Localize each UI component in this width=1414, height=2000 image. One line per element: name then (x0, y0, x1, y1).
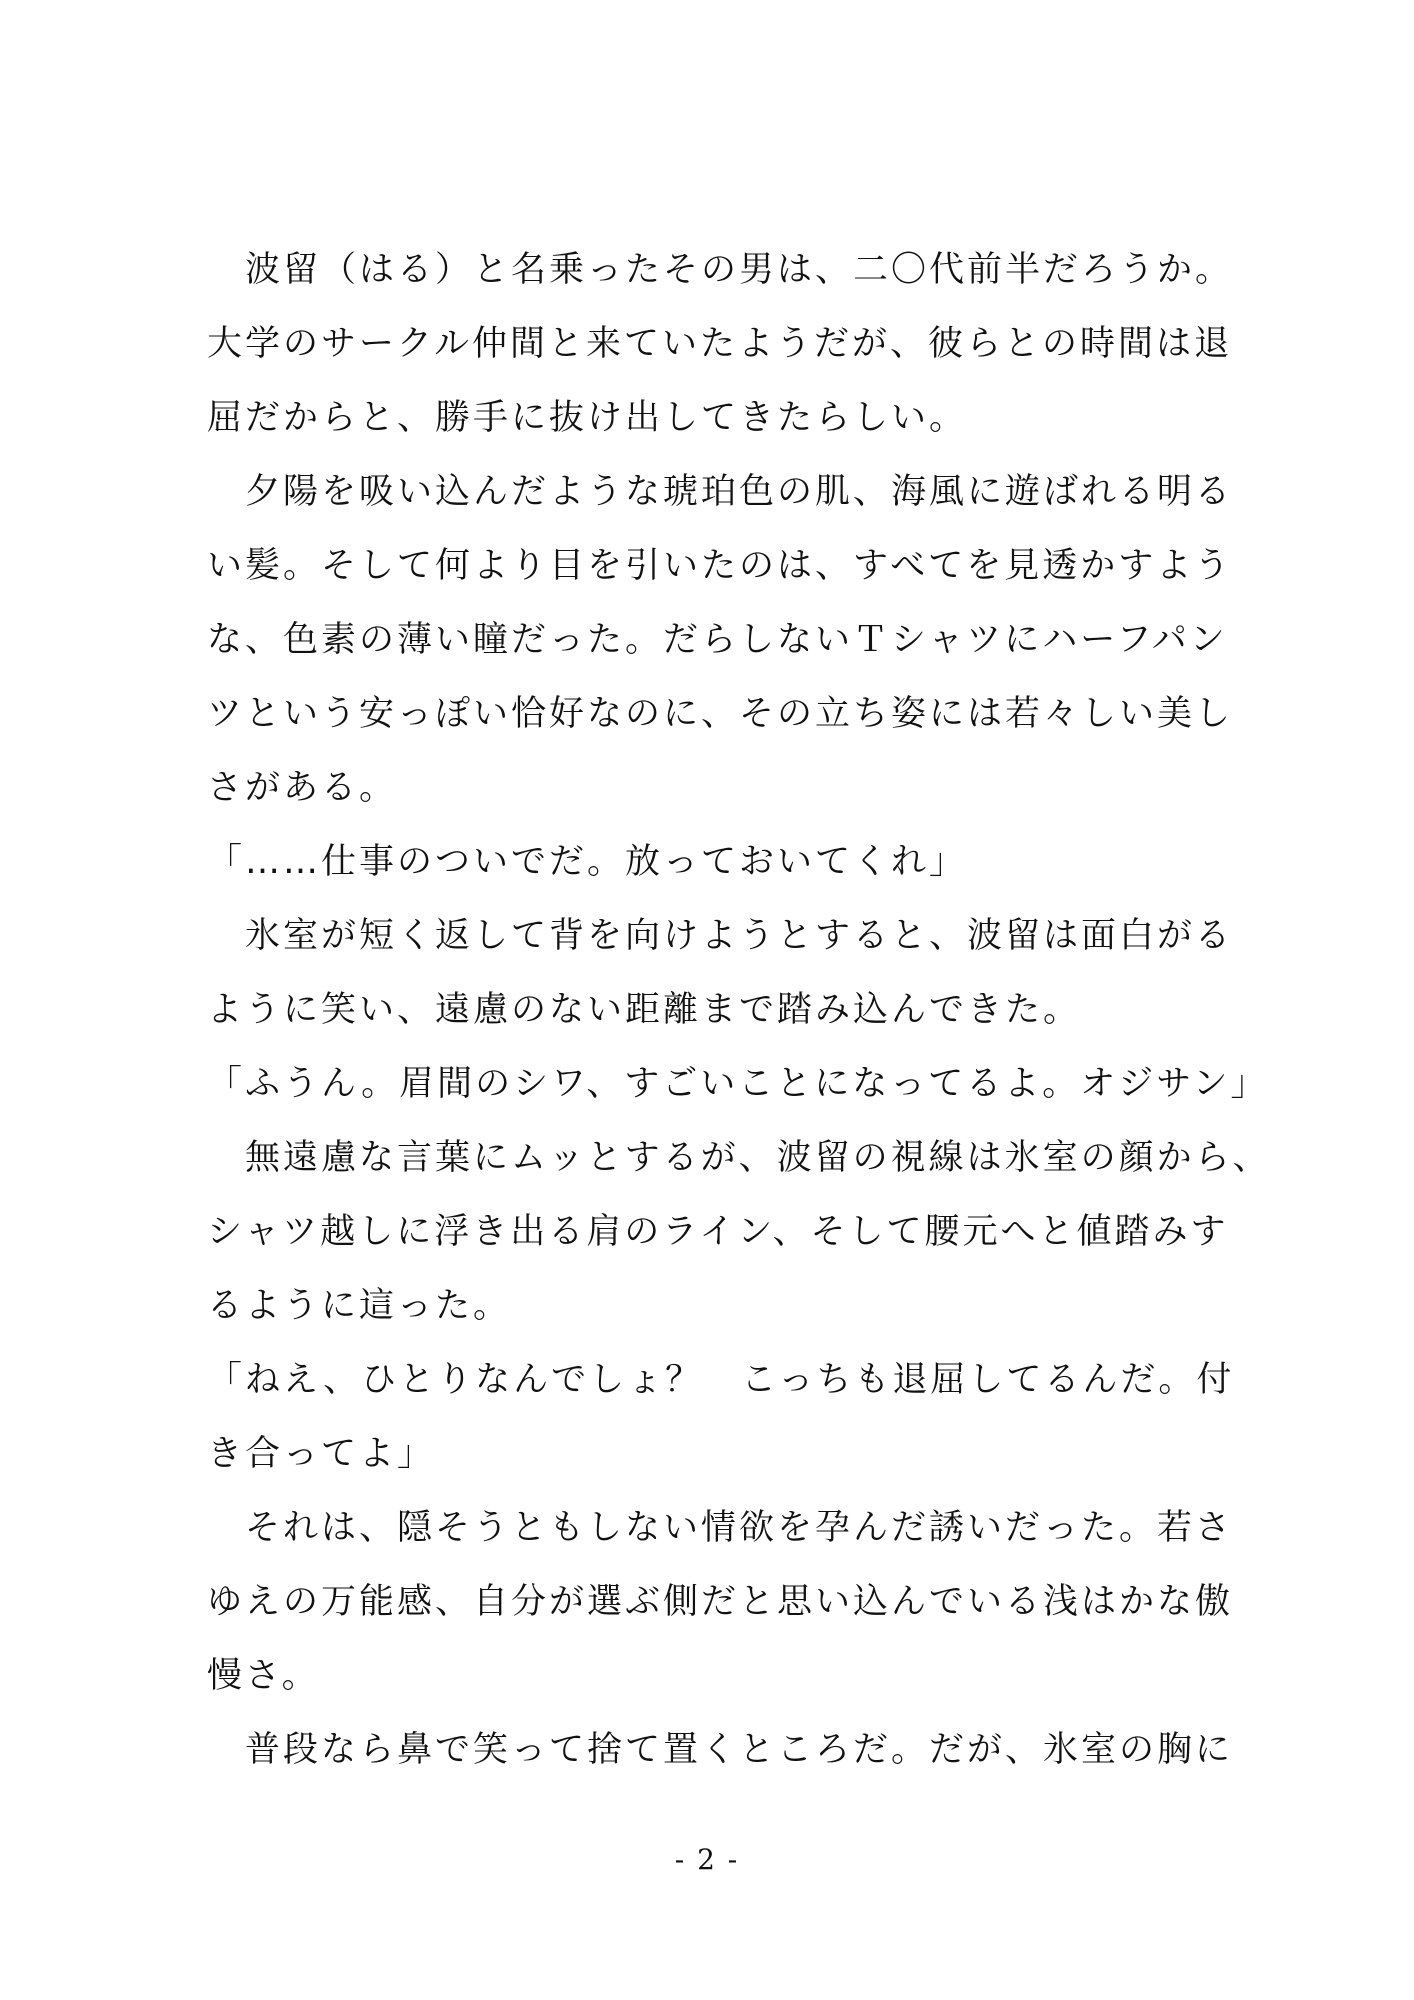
text-line: 「……仕事のついでだ。放っておいてくれ」 (207, 842, 968, 882)
text-line: るように這った。 (207, 1286, 512, 1326)
text-line: き合ってよ」 (207, 1434, 436, 1474)
text-line: それは、隠そうともしない情欲を孕んだ誘いだった。若さ (207, 1508, 1234, 1548)
text-line: な、色素の薄い瞳だった。だらしないＴシャツにハーフパン (207, 620, 1228, 660)
text-line: 氷室が短く返して背を向けようとすると、波留は面白がる (207, 916, 1234, 956)
text-line: ように笑い、遠慮のない距離まで踏み込んできた。 (207, 990, 1082, 1030)
text-line: ゆえの万能感、自分が選ぶ側だと思い込んでいる浅はかな傲 (207, 1582, 1234, 1622)
text-line: 「ふうん。眉間のシワ、すごいことになってるよ。オジサン」 (207, 1064, 1269, 1104)
text-line: 屈だからと、勝手に抜け出してきたらしい。 (207, 398, 968, 438)
text-line: シャツ越しに浮き出る肩のライン、そして腰元へと値踏みす (207, 1212, 1229, 1252)
page-number: - 2 - (674, 1843, 740, 1876)
text-line: 慢さ。 (207, 1656, 320, 1696)
text-line: 無遠慮な言葉にムッとするが、波留の視線は氷室の顔から、 (207, 1138, 1271, 1178)
text-line: さがある。 (207, 768, 398, 808)
text-line: 「ねえ、ひとりなんでしょ？ こっちも退屈してるんだ。付 (207, 1360, 1235, 1400)
text-line: い髪。そして何より目を引いたのは、すべてを見透かすよう (207, 546, 1233, 586)
text-line: 普段なら鼻で笑って捨て置くところだ。だが、氷室の胸に (207, 1730, 1234, 1770)
text-line: 夕陽を吸い込んだような琥珀色の肌、海風に遊ばれる明る (207, 472, 1234, 512)
text-line: 波留（はる）と名乗ったその男は、二〇代前半だろうか。 (207, 250, 1234, 290)
text-line: 大学のサークル仲間と来ていたようだが、彼らとの時間は退 (207, 324, 1232, 364)
text-line: ツという安っぽい恰好なのに、その立ち姿には若々しい美し (207, 694, 1234, 734)
